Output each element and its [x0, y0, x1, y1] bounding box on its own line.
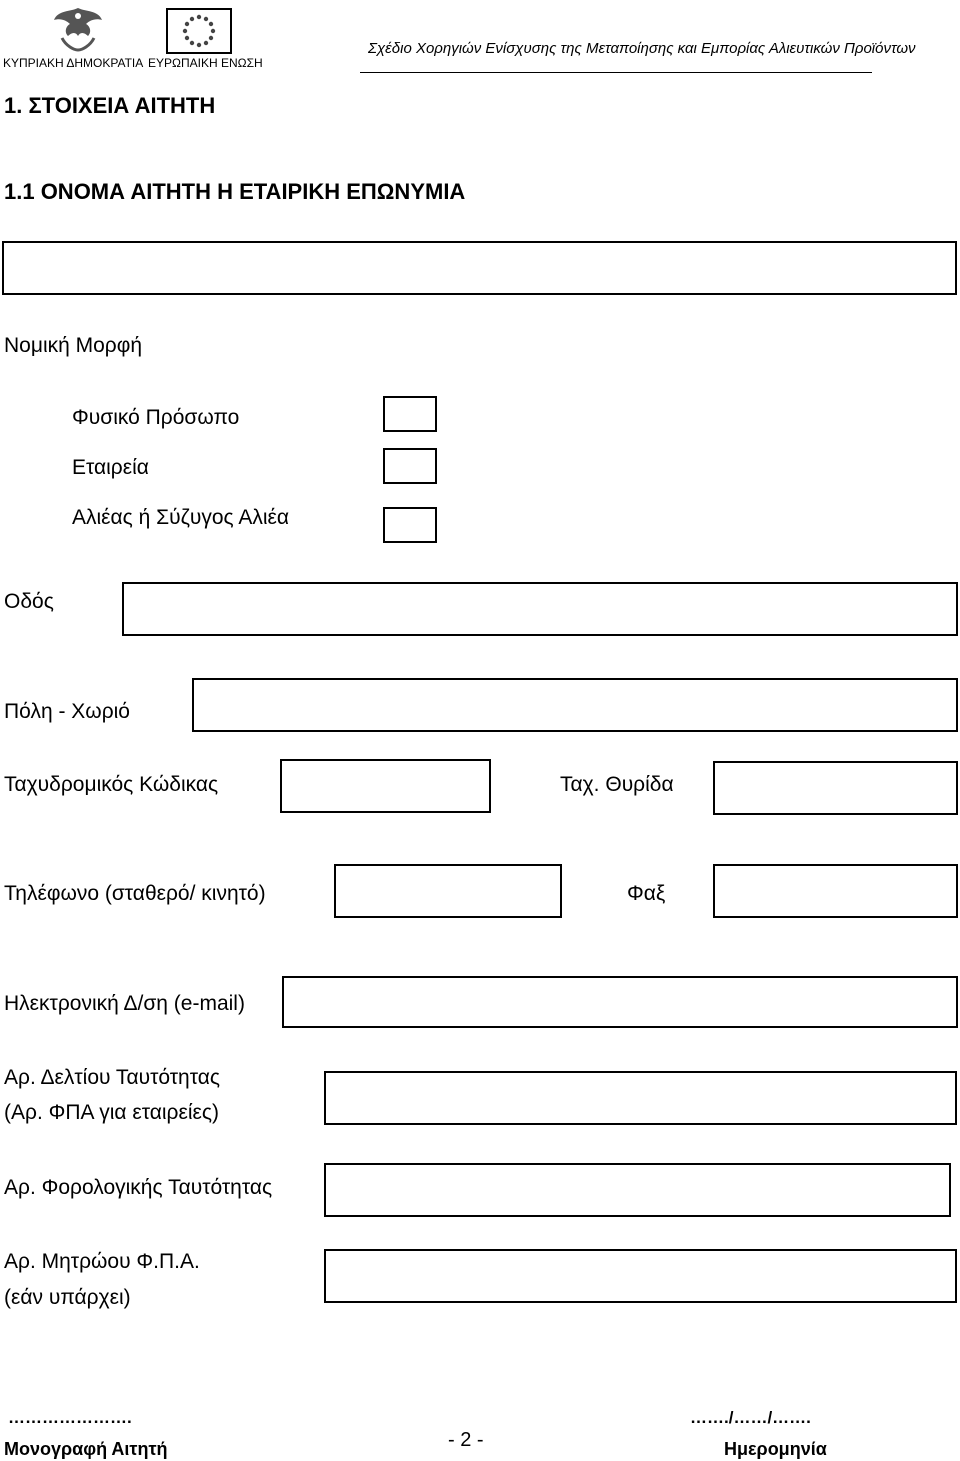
option-natural-person-checkbox[interactable] — [383, 396, 437, 432]
option-company-checkbox[interactable] — [383, 448, 437, 484]
postal-code-field[interactable] — [280, 759, 491, 813]
signature-label: Μονογραφή Αιτητή — [4, 1439, 168, 1459]
tax-id-label: Αρ. Φορολογικής Ταυτότητας — [4, 1176, 273, 1199]
applicant-name-field[interactable] — [2, 241, 957, 295]
header-rule — [360, 72, 872, 73]
option-company-label: Εταιρεία — [72, 456, 149, 479]
cyprus-republic-caption: ΚΥΠΡΙΑΚΗ ΔΗΜΟΚΡΑΤΙΑ — [3, 56, 144, 70]
fax-label: Φαξ — [627, 882, 666, 905]
city-field[interactable] — [192, 678, 958, 732]
phone-label: Τηλέφωνο (σταθερό/ κινητό) — [4, 882, 266, 905]
city-label: Πόλη - Χωριό — [4, 700, 130, 723]
tax-id-field[interactable] — [324, 1163, 951, 1217]
vat-registry-label: Αρ. Μητρώου Φ.Π.Α. — [4, 1250, 200, 1273]
id-number-field[interactable] — [324, 1071, 957, 1125]
date-label: Ημερομηνία — [724, 1439, 827, 1459]
phone-field[interactable] — [334, 864, 562, 918]
option-fisherman-checkbox[interactable] — [383, 507, 437, 543]
section-subheading: 1.1 ΟΝΟΜΑ ΑΙΤΗΤΗ Η ΕΤΑΙΡΙΚΗ ΕΠΩΝΥΜΙΑ — [4, 179, 466, 204]
european-union-caption: ΕΥΡΩΠΑΙΚΗ ΕΝΩΣΗ — [148, 56, 263, 70]
po-box-field[interactable] — [713, 761, 958, 815]
document-title: Σχέδιο Χορηγιών Ενίσχυσης της Μεταποίησης και Εμπορίας Αλιευτικών Προϊόντων — [368, 40, 916, 57]
legal-form-label: Νομική Μορφή — [4, 334, 143, 357]
option-natural-person-label: Φυσικό Πρόσωπο — [72, 406, 240, 429]
id-number-label: Αρ. Δελτίου Ταυτότητας — [4, 1066, 220, 1089]
section-heading: 1. ΣΤΟΙΧΕΙΑ ΑΙΤΗΤΗ — [4, 93, 216, 118]
street-field[interactable] — [122, 582, 958, 636]
email-label: Ηλεκτρονική Δ/ση (e-mail) — [4, 992, 245, 1015]
email-field[interactable] — [282, 976, 958, 1028]
postal-code-label: Ταχυδρομικός Κώδικας — [4, 773, 219, 796]
vat-note-label: (Αρ. ΦΠΑ για εταιρείες) — [4, 1101, 219, 1124]
if-exists-label: (εάν υπάρχει) — [4, 1286, 131, 1309]
street-label: Οδός — [4, 590, 54, 613]
page-number: - 2 - — [448, 1429, 484, 1451]
option-fisherman-label: Αλιέας ή Σύζυγος Αλιέα — [72, 506, 290, 529]
date-line: ……./……/……. — [690, 1408, 811, 1427]
signature-line: …………………. — [8, 1408, 132, 1427]
vat-registry-field[interactable] — [324, 1249, 957, 1303]
eu-flag-icon — [166, 8, 232, 54]
po-box-label: Ταχ. Θυρίδα — [560, 773, 674, 796]
cyprus-emblem-icon — [48, 2, 108, 54]
fax-field[interactable] — [713, 864, 958, 918]
